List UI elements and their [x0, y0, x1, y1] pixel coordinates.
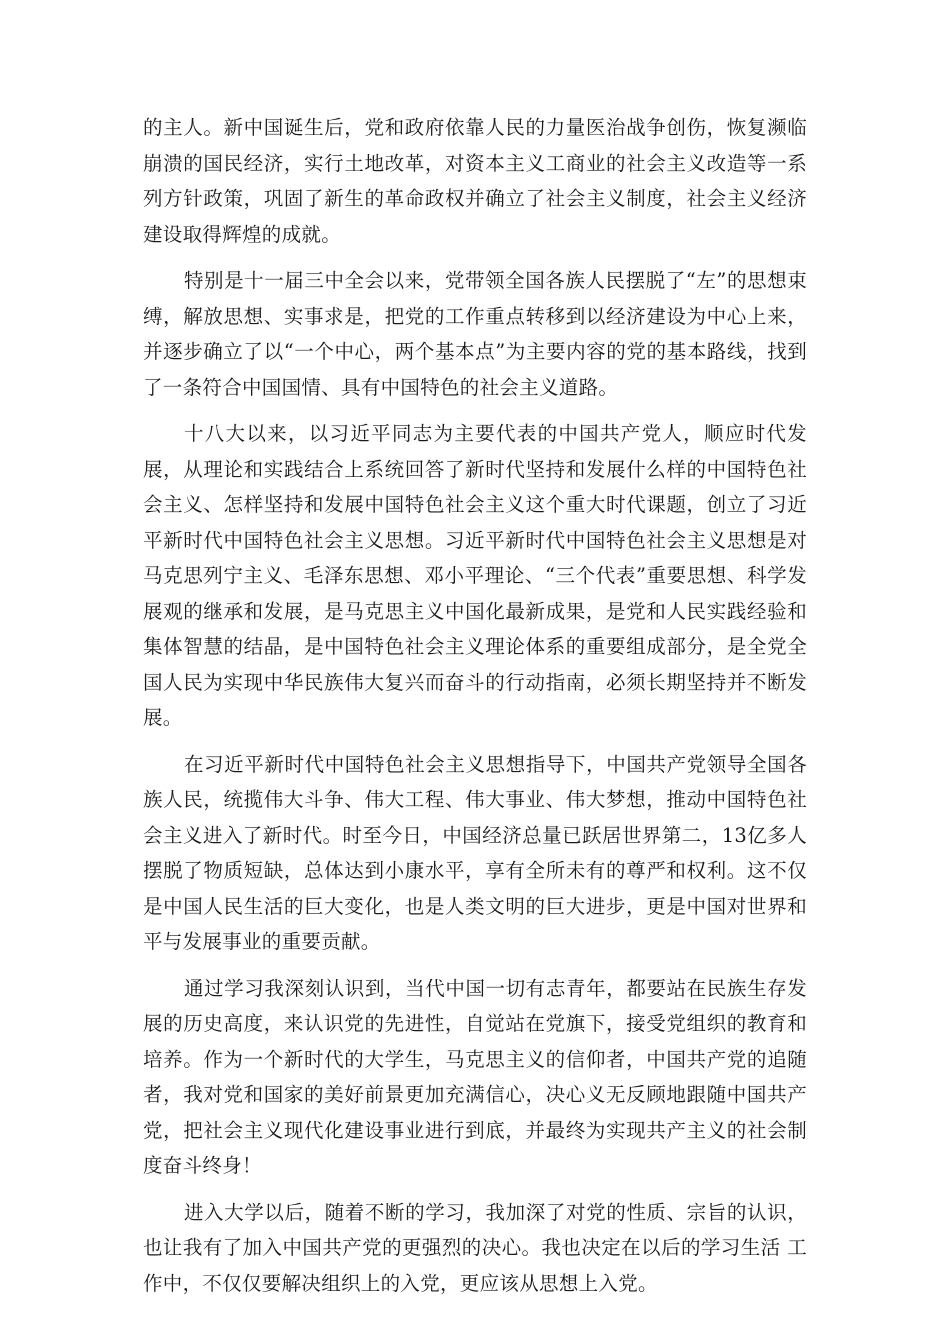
- paragraph-1: 的主人。新中国诞生后，党和政府依靠人民的力量医治战争创伤，恢复濒临崩溃的国民经济，实行土地改革，对资本主义工商业的社会主义改造等一系列方针政策，巩固了新生的革命政权并确立了社会主义制度，社会主义经济建设取得辉煌的成就。: [143, 116, 807, 246]
- paragraph-4: 在习近平新时代中国特色社会主义思想指导下，中国共产党领导全国各族人民，统揽伟大斗争、伟大工程、伟大事业、伟大梦想，推动中国特色社会主义进入了新时代。时至今日，中国经济总量已跃居世界第二，13亿多人摆脱了物质短缺，总体达到小康水平，享有全所未有的尊严和权利。这不仅是中国人民生活的巨大变化，也是人类文明的巨大进步，更是中国对世界和平与发展事业的重要贡献。: [143, 752, 807, 953]
- paragraph-6: 进入大学以后，随着不断的学习，我加深了对党的性质、宗旨的认识，也让我有了加入中国共产党的更强烈的决心。我也决定在以后的学习生活 工作中，不仅仅要解决组织上的入党，更应该从思想上入党。: [143, 1200, 807, 1295]
- paragraph-5: 通过学习我深刻认识到，当代中国一切有志青年，都要站在民族生存发展的历史高度，来认识党的先进性，自觉站在党旗下，接受党组织的教育和培养。作为一个新时代的大学生，马克思主义的信仰者，中国共产党的追随者，我对党和国家的美好前景更加充满信心，决心义无反顾地跟随中国共产党，把社会主义现代化建设事业进行到底，并最终为实现共产主义的社会制度奋斗终身！: [143, 976, 807, 1177]
- paragraph-3: 十八大以来，以习近平同志为主要代表的中国共产党人，顺应时代发展，从理论和实践结合上系统回答了新时代坚持和发展什么样的中国特色社会主义、怎样坚持和发展中国特色社会主义这个重大时代课题，创立了习近平新时代中国特色社会主义思想。习近平新时代中国特色社会主义思想是对马克思列宁主义、毛泽东思想、邓小平理论、“三个代表”重要思想、科学发展观的继承和发展，是马克思主义中国化最新成果，是党和人民实践经验和集体智慧的结晶，是中国特色社会主义理论体系的重要组成部分，是全党全国人民为实现中华民族伟大复兴而奋斗的行动指南，必须长期坚持并不断发展。: [143, 422, 807, 729]
- document-page: [143, 110, 807, 1312]
- paragraph-2: 特别是十一届三中全会以来，党带领全国各族人民摆脱了“左”的思想束缚，解放思想、实事求是，把党的工作重点转移到以经济建设为中心上来，并逐步确立了以“一个中心，两个基本点”为主要内容的党的基本路线，找到了一条符合中国国情、具有中国特色的社会主义道路。: [143, 269, 807, 399]
